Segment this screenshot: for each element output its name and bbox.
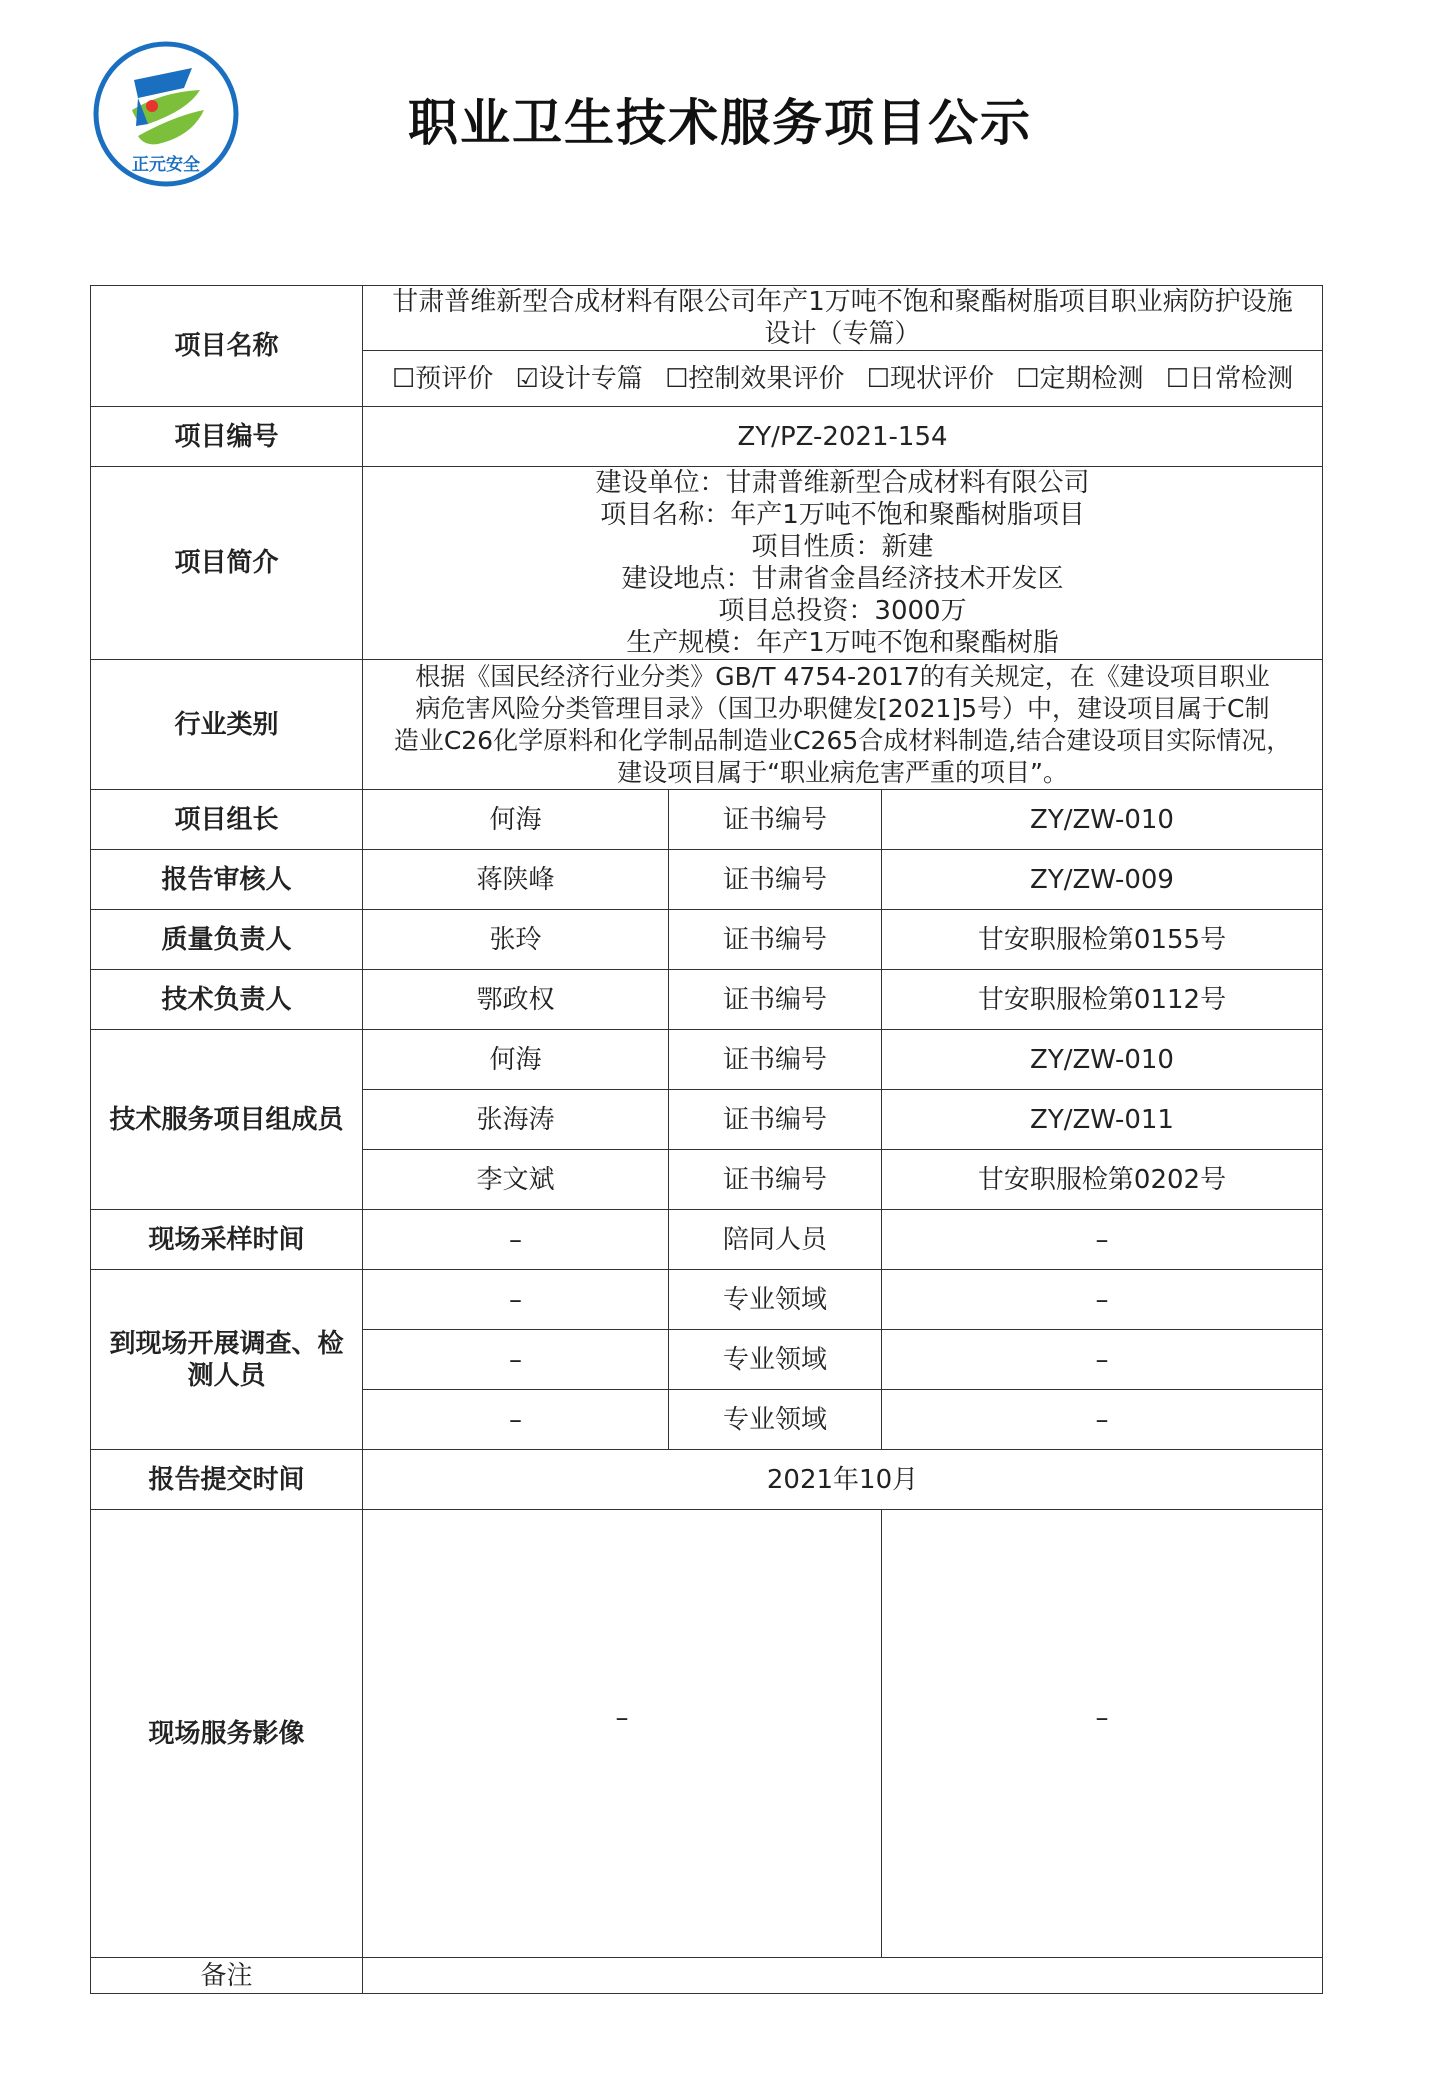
table-row xyxy=(91,1450,1323,1510)
checkbox-design-chapter[interactable]: ☑设计专篇 xyxy=(515,363,643,394)
project-no-label: 项目编号 xyxy=(91,407,363,467)
submit-time-label: 报告提交时间 xyxy=(91,1450,363,1510)
disclosure-table xyxy=(90,285,1323,1994)
checkbox-control-effect[interactable]: ☐控制效果评价 xyxy=(665,363,845,394)
table-row xyxy=(91,1958,1323,1994)
role-label: 质量负责人 xyxy=(91,910,363,970)
intro-label: 项目简介 xyxy=(91,467,363,660)
sampling-time-label: 现场采样时间 xyxy=(91,1210,363,1270)
cert-value: ZY/ZW-009 xyxy=(882,850,1323,910)
table-row xyxy=(91,790,1323,850)
industry-value: 根据《国民经济行业分类》GB/T 4754-2017的有关规定，在《建设项目职业 病危害风险分类管理目录》（国卫办职健发[2021]5号）中，建设项目属于C制 造业C26化学原料和化学制品制造业C265合成材料制造,结合建设项目实际情况， 建设项目属于“职业病危害严重的项目”。 xyxy=(363,660,1323,790)
checkbox-status-evaluation[interactable]: ☐现状评价 xyxy=(866,363,994,394)
field-label: 专业领域 xyxy=(669,1330,882,1390)
checkbox-periodic-testing[interactable]: ☐定期检测 xyxy=(1016,363,1144,394)
project-name-value: 甘肃普维新型合成材料有限公司年产1万吨不饱和聚酯树脂项目职业病防护设施 设计（专篇） xyxy=(363,286,1323,351)
table-row xyxy=(91,1270,1323,1330)
table-row xyxy=(91,286,1323,351)
submit-time-value: 2021年10月 xyxy=(363,1450,1323,1510)
cert-label: 证书编号 xyxy=(669,910,882,970)
cert-value: 甘安职服检第0112号 xyxy=(882,970,1323,1030)
note-value xyxy=(363,1958,1323,1994)
project-name-label: 项目名称 xyxy=(91,286,363,407)
cert-label: 证书编号 xyxy=(669,850,882,910)
cert-value: 甘安职服检第0155号 xyxy=(882,910,1323,970)
cert-label: 证书编号 xyxy=(669,790,882,850)
table-row xyxy=(91,1510,1323,1958)
role-label: 报告审核人 xyxy=(91,850,363,910)
member-name: 何海 xyxy=(363,1030,669,1090)
company-logo xyxy=(92,40,240,188)
role-label: 技术负责人 xyxy=(91,970,363,1030)
table-row xyxy=(91,910,1323,970)
members-label: 技术服务项目组成员 xyxy=(91,1030,363,1210)
document-title: 职业卫生技术服务项目公示 xyxy=(408,94,1032,152)
survey-staff-label: 到现场开展调查、检 测人员 xyxy=(91,1270,363,1450)
industry-label: 行业类别 xyxy=(91,660,363,790)
table-row xyxy=(91,660,1323,790)
site-image-right: – xyxy=(882,1510,1323,1958)
table-row xyxy=(91,1030,1323,1090)
table-row xyxy=(91,467,1323,660)
intro-value: 建设单位：甘肃普维新型合成材料有限公司 项目名称：年产1万吨不饱和聚酯树脂项目 项目性质：新建 建设地点：甘肃省金昌经济技术开发区 项目总投资：3000万 生产规模：年产1万吨不饱和聚酯树脂 xyxy=(363,467,1323,660)
cert-label: 证书编号 xyxy=(669,1030,882,1090)
field-label: 专业领域 xyxy=(669,1270,882,1330)
survey-staff-name: – xyxy=(363,1390,669,1450)
field-value: – xyxy=(882,1270,1323,1330)
cert-value: ZY/ZW-011 xyxy=(882,1090,1323,1150)
cert-label: 证书编号 xyxy=(669,1150,882,1210)
survey-staff-name: – xyxy=(363,1270,669,1330)
cert-value: ZY/ZW-010 xyxy=(882,790,1323,850)
table-row xyxy=(91,407,1323,467)
checkbox-daily-testing[interactable]: ☐日常检测 xyxy=(1165,363,1294,394)
evaluation-type-checkboxes xyxy=(363,351,1323,407)
cert-label: 证书编号 xyxy=(669,1090,882,1150)
person-name: 何海 xyxy=(363,790,669,850)
field-value: – xyxy=(882,1330,1323,1390)
svg-text:正元安全: 正元安全 xyxy=(132,155,200,175)
table-row xyxy=(91,1210,1323,1270)
project-no-value: ZY/PZ-2021-154 xyxy=(363,407,1323,467)
table-row xyxy=(91,970,1323,1030)
accompany-label: 陪同人员 xyxy=(669,1210,882,1270)
table-row xyxy=(91,850,1323,910)
cert-value: 甘安职服检第0202号 xyxy=(882,1150,1323,1210)
field-label: 专业领域 xyxy=(669,1390,882,1450)
accompany-value: – xyxy=(882,1210,1323,1270)
person-name: 蒋陕峰 xyxy=(363,850,669,910)
person-name: 鄂政权 xyxy=(363,970,669,1030)
cert-label: 证书编号 xyxy=(669,970,882,1030)
role-label: 项目组长 xyxy=(91,790,363,850)
note-label: 备注 xyxy=(91,1958,363,1994)
site-images-label: 现场服务影像 xyxy=(91,1510,363,1958)
sampling-time-value: – xyxy=(363,1210,669,1270)
site-image-left: – xyxy=(363,1510,882,1958)
field-value: – xyxy=(882,1390,1323,1450)
member-name: 张海涛 xyxy=(363,1090,669,1150)
checkbox-pre-evaluation[interactable]: ☐预评价 xyxy=(391,363,494,394)
member-name: 李文斌 xyxy=(363,1150,669,1210)
survey-staff-name: – xyxy=(363,1330,669,1390)
cert-value: ZY/ZW-010 xyxy=(882,1030,1323,1090)
person-name: 张玲 xyxy=(363,910,669,970)
